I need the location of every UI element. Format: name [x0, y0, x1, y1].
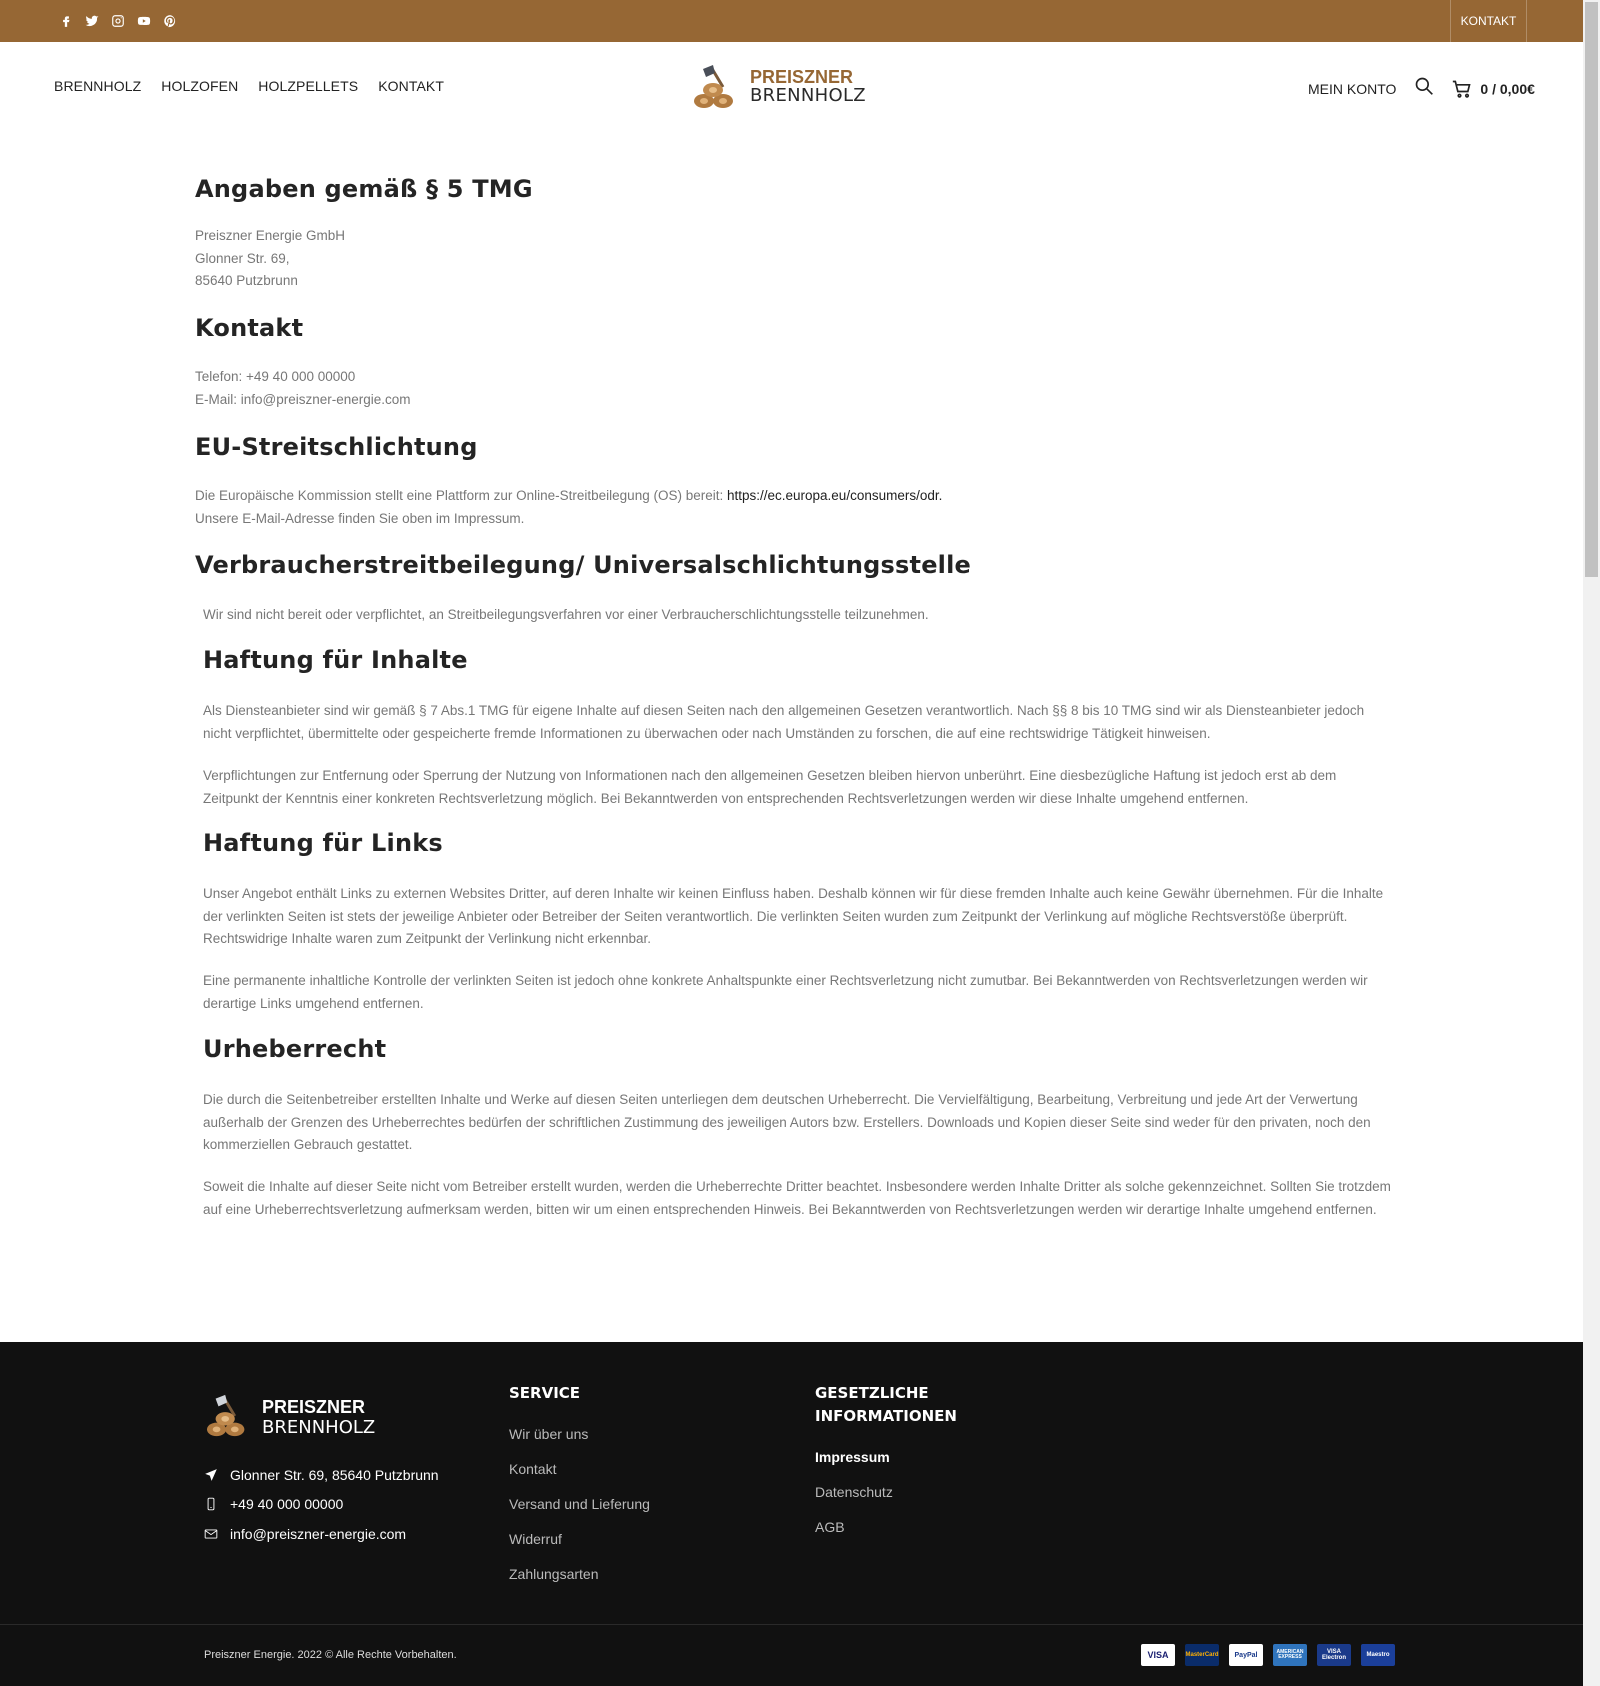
footer-logo-line-1: PREISZNER [262, 1397, 366, 1417]
nav-holzofen[interactable]: HOLZOFEN [161, 78, 239, 94]
youtube-icon[interactable] [136, 13, 152, 29]
footer-address: Glonner Str. 69, 85640 Putzbrunn [204, 1460, 439, 1490]
contact-email: E-Mail: info@preiszner-energie.com [195, 391, 411, 407]
top-bar [0, 0, 1583, 42]
logo-line-2: BRENNHOLZ [750, 84, 866, 106]
footer-phone[interactable]: +49 40 000 00000 [204, 1490, 439, 1520]
haftung-links-heading: Haftung für Links [203, 829, 443, 857]
nav-holzpellets[interactable]: HOLZPELLETS [258, 78, 359, 94]
tmg-heading: Angaben gemäß § 5 TMG [195, 175, 533, 203]
footer-contact [204, 1460, 439, 1549]
company-address [195, 225, 345, 293]
haftung-inhalte-p2: Verpflichtungen zur Entfernung oder Sperrung der Nutzung von Informationen nach den allgemeinen Gesetzen bleiben hiervon unberührt. Eine diesbezügliche Haftung ist jedoch erst ab dem Zeitpunkt der Kenntnis einer konkreten Rechtsverletzung möglich. Bei Bekanntwerden von entsprechenden Rechtsverletzungen werden wir diese Inhalte umgehend entfernen. [203, 768, 1337, 806]
company-name: Preiszner Energie GmbH [195, 228, 346, 243]
vsb-text: Wir sind nicht bereit oder verpflichtet, an Streitbeilegungsverfahren vor einer Verbraucherschlichtungsstelle teilzunehmen. [203, 607, 929, 622]
footer-legal-column [815, 1382, 957, 1551]
mobile-phone-icon [204, 1497, 218, 1511]
american-express-icon: AMERICAN EXPRESS [1273, 1644, 1307, 1666]
kontakt-heading: Kontakt [195, 314, 304, 342]
scrollbar-thumb[interactable] [1585, 2, 1598, 577]
logo-text [750, 68, 866, 106]
logo-line-1: PREISZNER [750, 67, 854, 87]
contact-phone: Telefon: +49 40 000 00000 [195, 369, 356, 384]
copyright-text: Preiszner Energie. 2022 © Alle Rechte Vorbehalten. [204, 1649, 457, 1661]
search-icon[interactable] [1414, 76, 1434, 101]
vsb-heading: Verbraucherstreitbeilegung/ Universalschlichtungsstelle [195, 551, 972, 579]
eu-heading: EU-Streitschlichtung [195, 433, 478, 461]
eu-text-2: Unsere E-Mail-Adresse finden Sie oben im Impressum. [195, 510, 525, 526]
footer-link-zahlungsarten[interactable]: Zahlungsarten [509, 1566, 599, 1582]
site-header [0, 42, 1583, 132]
visa-icon: VISA [1141, 1644, 1175, 1666]
urheberrecht-p2: Soweit die Inhalte auf dieser Seite nicht vom Betreiber erstellt wurden, werden die Urheberrechte Dritter beachtet. Insbesondere werden Inhalte Dritter als solche gekennzeichnet. Sollten Sie trotzdem auf eine Urheberrechtsverletzung aufmerksam werden, bitten wir um einen entsprechenden Hinweis. Bei Bekanntwerden von Rechtsverletzungen werden wir derartige Inhalte umgehend entfernen. [203, 1179, 1391, 1217]
payment-methods [1141, 1644, 1395, 1666]
site-logo[interactable] [693, 63, 866, 109]
footer-link-versand[interactable]: Versand und Lieferung [509, 1496, 650, 1512]
pinterest-icon[interactable] [162, 13, 178, 29]
urheberrecht-heading: Urheberrecht [203, 1035, 387, 1063]
haftung-inhalte-heading: Haftung für Inhalte [203, 646, 468, 674]
facebook-icon[interactable] [58, 13, 74, 29]
footer-email[interactable]: info@preiszner-energie.com [204, 1519, 439, 1549]
twitter-icon[interactable] [84, 13, 100, 29]
footer-link-widerruf[interactable]: Widerruf [509, 1531, 562, 1547]
maestro-icon: Maestro [1361, 1644, 1395, 1666]
odr-link[interactable]: https://ec.europa.eu/consumers/odr. [726, 488, 943, 503]
cart-button[interactable] [1452, 79, 1535, 99]
location-arrow-icon [204, 1468, 218, 1482]
cart-total: 0 / 0,00€ [1480, 80, 1535, 97]
footer-link-agb[interactable]: AGB [815, 1519, 845, 1535]
paypal-icon: PayPal [1229, 1644, 1263, 1666]
footer-link-kontakt[interactable]: Kontakt [509, 1461, 557, 1477]
nav-brennholz[interactable]: BRENNHOLZ [54, 78, 142, 94]
social-links [58, 13, 178, 29]
legal-heading: GESETZLICHE INFORMATIONEN [815, 1384, 957, 1425]
footer-logo-text [262, 1398, 375, 1438]
firewood-logo-icon [206, 1392, 254, 1438]
company-street: Glonner Str. 69, [195, 250, 290, 266]
firewood-logo-icon [693, 63, 743, 109]
contact-details [195, 366, 411, 411]
envelope-icon [204, 1527, 218, 1541]
company-city: 85640 Putzbrunn [195, 273, 298, 288]
visa-electron-icon: VISA Electron [1317, 1644, 1351, 1666]
my-account-link[interactable]: MEIN KONTO [1308, 80, 1397, 97]
instagram-icon[interactable] [110, 13, 126, 29]
mastercard-icon: MasterCard [1185, 1644, 1219, 1666]
footer-logo[interactable] [206, 1392, 376, 1440]
footer-link-datenschutz[interactable]: Datenschutz [815, 1484, 893, 1500]
haftung-links-p2: Eine permanente inhaltliche Kontrolle der verlinkten Seiten ist jedoch ohne konkrete Anhaltspunkte einer Rechtsverletzung nicht zumutbar. Bei Bekanntwerden von Rechtsverletzungen werden wir derartige Links umgehend entfernen. [203, 973, 1368, 1011]
urheberrecht-p1: Die durch die Seitenbetreiber erstellten Inhalte und Werke auf diesen Seiten unterliegen dem deutschen Urheberrecht. Die Vervielfältigung, Bearbeitung, Verbreitung und jede Art der Verwertung außerhalb der Grenzen des Urheberrechtes bedürfen der schriftlichen Zustimmung des jeweiligen Autors bzw. Erstellers. Downloads und Kopien dieser Seite sind weder für den privaten, noch den kommerziellen Gebrauch gestattet. [203, 1092, 1371, 1152]
footer-link-wir-ueber-uns[interactable]: Wir über uns [509, 1426, 589, 1442]
main-navigation [54, 78, 444, 94]
topbar-contact-link[interactable]: KONTAKT [1450, 0, 1527, 42]
haftung-inhalte-p1: Als Diensteanbieter sind wir gemäß § 7 Abs.1 TMG für eigene Inhalte auf diesen Seiten nach den allgemeinen Gesetzen verantwortlich. Nach §§ 8 bis 10 TMG sind wir als Diensteanbieter jedoch nicht verpflichtet, übermittelte oder gespeicherte fremde Informationen zu überwachen oder nach Umständen zu forschen, die auf eine rechtswidrige Tätigkeit hinweisen. [203, 703, 1365, 741]
page-scrollbar[interactable] [1583, 0, 1600, 1686]
header-actions [1308, 76, 1535, 101]
site-footer [0, 1342, 1583, 1686]
footer-divider [0, 1624, 1583, 1625]
eu-text-block [195, 485, 1395, 530]
service-heading: SERVICE [509, 1384, 581, 1402]
cart-icon [1452, 79, 1472, 99]
footer-link-impressum[interactable]: Impressum [815, 1449, 890, 1465]
eu-text: Die Europäische Kommission stellt eine Plattform zur Online-Streitbeilegung (OS) bereit: https://ec.europa.eu/consumers/odr. [195, 488, 943, 503]
footer-logo-line-2: BRENNHOLZ [262, 1416, 376, 1438]
footer-service-column [509, 1382, 650, 1598]
nav-kontakt[interactable]: KONTAKT [378, 78, 444, 94]
haftung-links-p1: Unser Angebot enthält Links zu externen Websites Dritter, auf deren Inhalte wir keinen Einfluss haben. Deshalb können wir für diese fremden Inhalte auch keine Gewähr übernehmen. Für die Inhalte der verlinkten Seiten ist stets der jeweilige Anbieter oder Betreiber der Seiten verantwortlich. Die verlinkten Seiten wurden zum Zeitpunkt der Verlinkung auf mögliche Rechtsverstöße überprüft. Rechtswidrige Inhalte waren zum Zeitpunkt der Verlinkung nicht erkennbar. [203, 886, 1384, 946]
